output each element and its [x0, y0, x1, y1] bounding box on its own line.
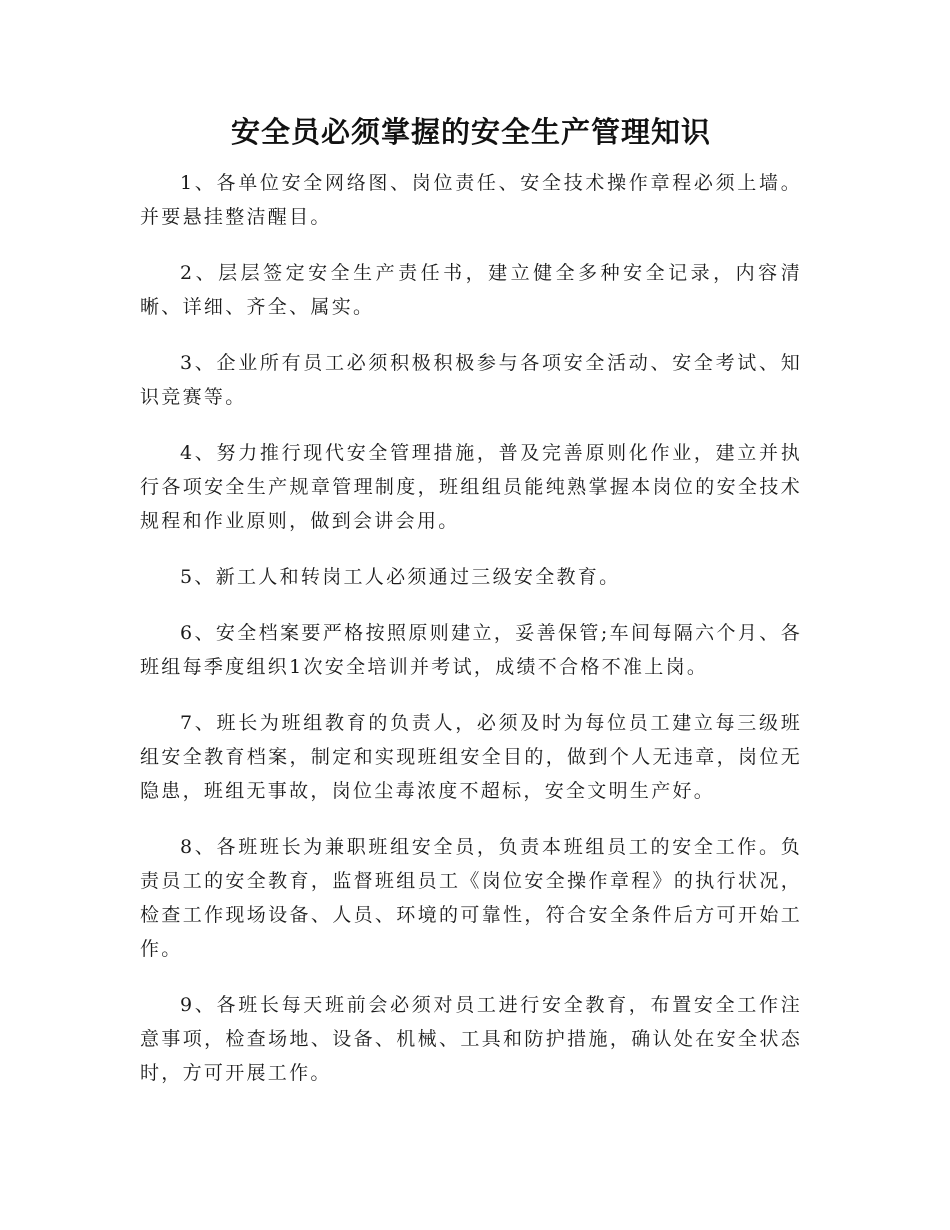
paragraph-2: 2、层层签定安全生产责任书，建立健全多种安全记录，内容清晰、详细、齐全、属实。: [140, 262, 802, 318]
paragraph-4: 4、努力推行现代安全管理措施，普及完善原则化作业，建立并执行各项安全生产规章管理制度，班组组员能纯熟掌握本岗位的安全技术规程和作业原则，做到会讲会用。: [140, 442, 802, 532]
paragraph-1: 1、各单位安全网络图、岗位责任、安全技术操作章程必须上墙。并要悬挂整洁醒目。: [140, 172, 802, 228]
paragraph-9: 9、各班长每天班前会必须对员工进行安全教育，布置安全工作注意事项，检查场地、设备、机械、工具和防护措施，确认处在安全状态时，方可开展工作。: [140, 994, 802, 1084]
paragraph-6: 6、安全档案要严格按照原则建立，妥善保管;车间每隔六个月、各班组每季度组织1次安全培训并考试，成绩不合格不准上岗。: [140, 622, 802, 678]
paragraph-8: 8、各班班长为兼职班组安全员，负责本班组员工的安全工作。负责员工的安全教育，监督班组员工《岗位安全操作章程》的执行状况，检查工作现场设备、人员、环境的可靠性，符合安全条件后方可开始工作。: [140, 836, 802, 960]
paragraph-7: 7、班长为班组教育的负责人，必须及时为每位员工建立每三级班组安全教育档案，制定和实现班组安全目的，做到个人无违章，岗位无隐患，班组无事故，岗位尘毒浓度不超标，安全文明生产好。: [140, 712, 802, 802]
paragraph-5: 5、新工人和转岗工人必须通过三级安全教育。: [180, 566, 621, 588]
document-title: 安全员必须掌握的安全生产管理知识: [230, 115, 711, 149]
paragraph-3: 3、企业所有员工必须积极积极参与各项安全活动、安全考试、知识竞赛等。: [140, 352, 802, 408]
